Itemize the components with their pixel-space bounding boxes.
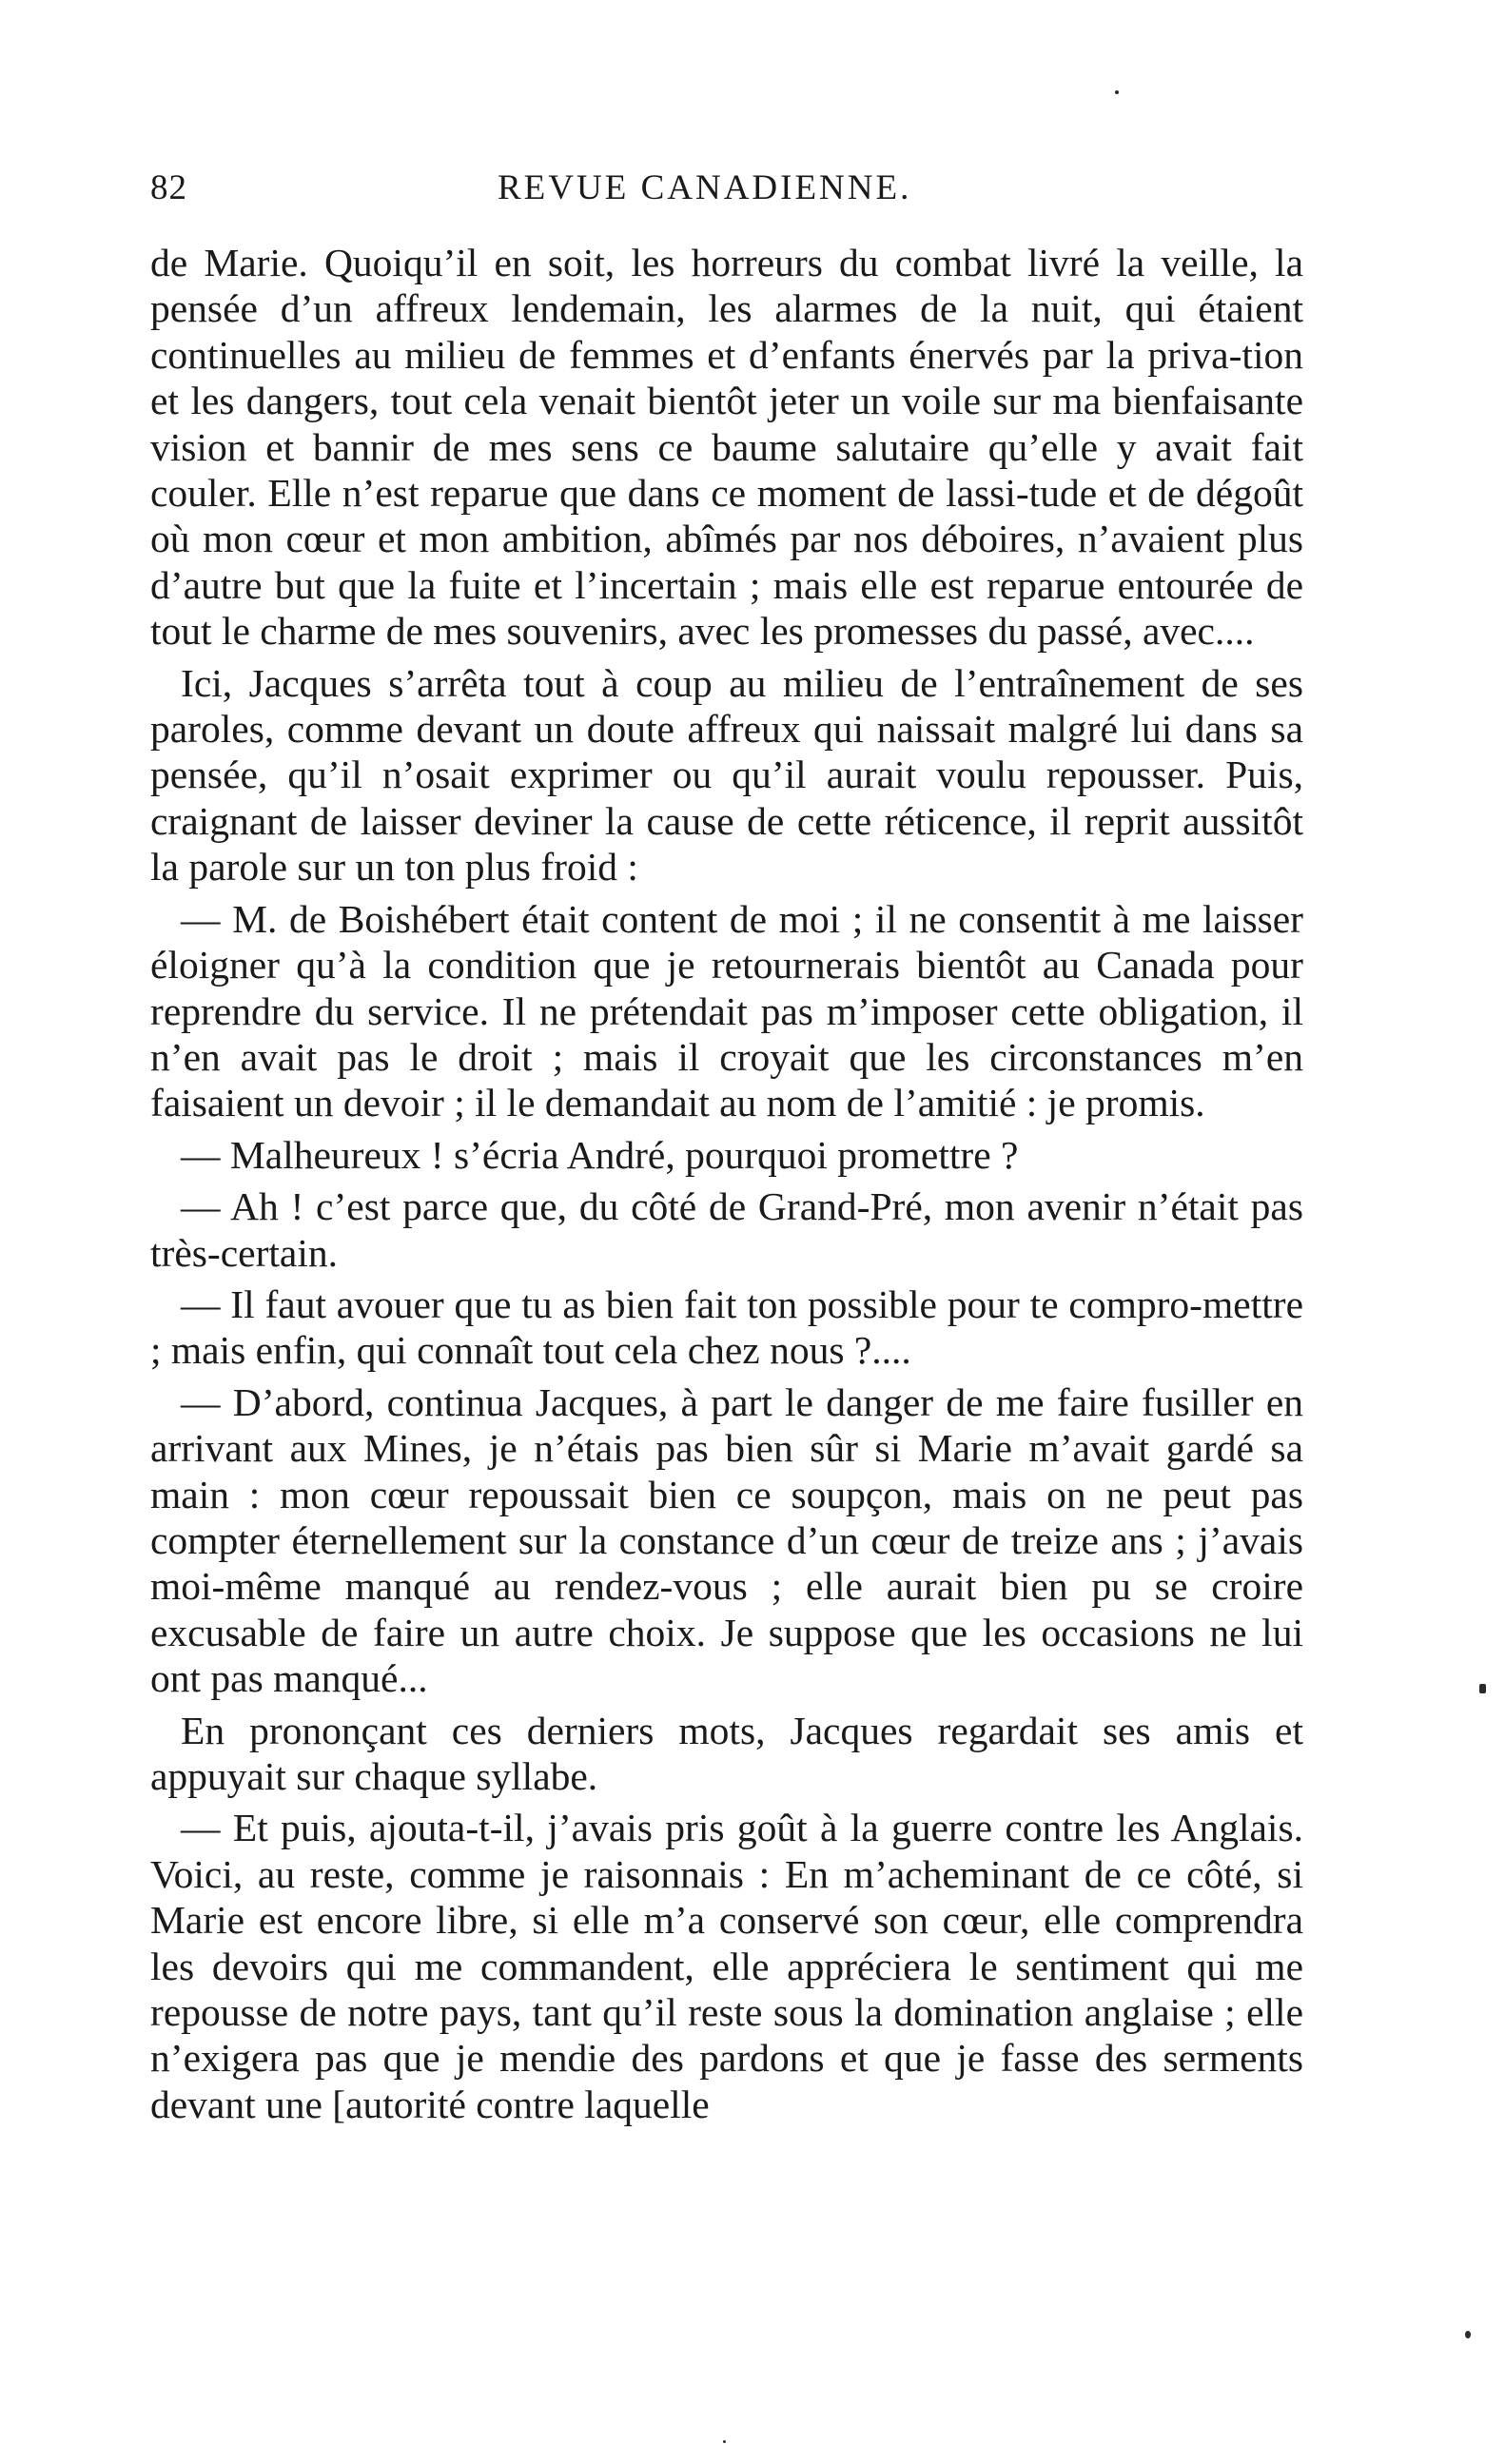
paragraph: Ici, Jacques s’arrêta tout à coup au milieu de l’entraînement de ses paroles, comme devant un doute affreux qui naissait malgré lui dans sa pensée, qu’il n’osait exprimer ou qu’il aurait voulu repousser. Puis, craignant de laisser deviner la cause de cette réticence, il reprit aussitôt la parole sur un ton plus froid :: [150, 660, 1303, 890]
scan-speck: [1465, 2331, 1471, 2338]
paragraph: — Il faut avouer que tu as bien fait ton possible pour te compro-mettre ; mais enfin, qui connaît tout cela chez nous ?....: [150, 1281, 1303, 1373]
scan-speck: [1115, 90, 1119, 94]
paragraph: — Et puis, ajouta-t-il, j’avais pris goût à la guerre contre les Anglais. Voici, au reste, comme je raisonnais : En m’acheminant de ce côté, si Marie est encore libre, si elle m’a conservé son cœur, elle comprendra les devoirs qui me commandent, elle appréciera le sentiment qui me repousse de notre pays, tant qu’il reste sous la domination anglaise ; elle n’exigera pas que je mendie des pardons et que je fasse des serments devant une [autorité contre laquelle: [150, 1806, 1303, 2126]
scan-speck: [723, 2440, 726, 2443]
paragraph: — D’abord, continua Jacques, à part le danger de me faire fusiller en arrivant aux Mines, je n’étais pas bien sûr si Marie m’avait gardé sa main : mon cœur repoussait bien ce soupçon, mais on ne peut pas compter éternellement sur la constance d’un cœur de treize ans ; j’avais moi-même manqué au rendez-vous ; elle aurait bien pu se croire excusable de faire un autre choix. Je suppose que les occasions ne lui ont pas manqué...: [150, 1379, 1303, 1701]
paragraph: — M. de Boishébert était content de moi ; il ne consentit à me laisser éloigner qu’à la condition que je retournerais bientôt au Canada pour reprendre du service. Il ne prétendait pas m’imposer cette obligation, il n’en avait pas le droit ; mais il croyait que les circonstances m’en faisaient un devoir ; il le demandait au nom de l’amitié : je promis.: [150, 896, 1303, 1125]
paragraph: — Ah ! c’est parce que, du côté de Grand-Pré, mon avenir n’était pas très-certain.: [150, 1184, 1303, 1275]
body-text: [150, 240, 1303, 2133]
page-header: [150, 167, 1303, 215]
page-number: 82: [150, 168, 187, 207]
paragraph: de Marie. Quoiqu’il en soit, les horreurs du combat livré la veille, la pensée d’un affreux lendemain, les alarmes de la nuit, qui étaient continuelles au milieu de femmes et d’enfants énervés par la priva-tion et les dangers, tout cela venait bientôt jeter un voile sur ma bienfaisante vision et bannir de mes sens ce baume salutaire qu’elle y avait fait couler. Elle n’est reparue que dans ce moment de lassi-tude et de dégoût où mon cœur et mon ambition, abîmés par nos déboires, n’avaient plus d’autre but que la fuite et l’incertain ; mais elle est reparue entourée de tout le charme de mes souvenirs, avec les promesses du passé, avec....: [150, 241, 1303, 654]
paragraph: — Malheureux ! s’écria André, pourquoi promettre ?: [181, 1132, 1019, 1177]
scan-speck: [1479, 1684, 1486, 1693]
paragraph: En prononçant ces derniers mots, Jacques regardait ses amis et appuyait sur chaque syllabe.: [150, 1708, 1303, 1798]
running-title: REVUE CANADIENNE.: [498, 168, 912, 207]
